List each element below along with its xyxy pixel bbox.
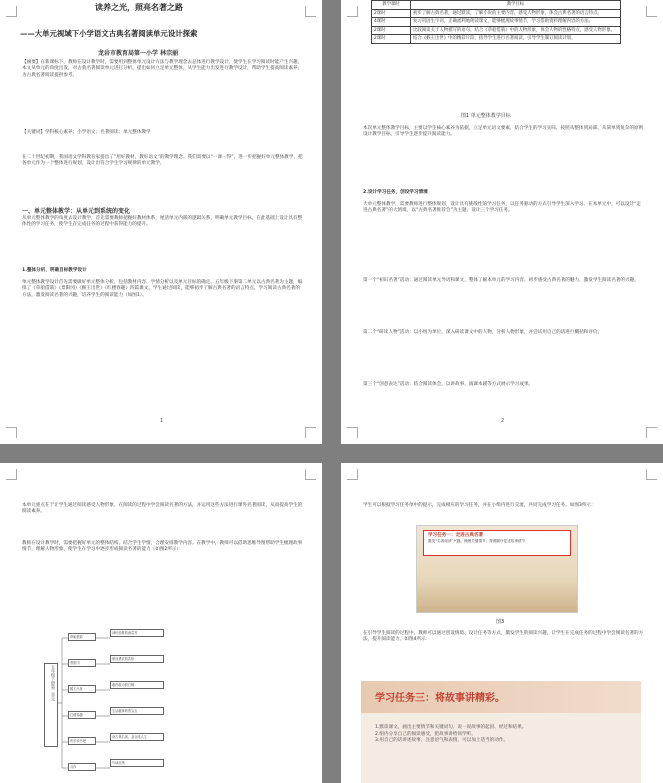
document-page-4 xyxy=(341,463,663,783)
task-three-list xyxy=(375,725,575,745)
mind-map-detail: 读古典名著，品百味人生 xyxy=(110,733,164,741)
crop-mark xyxy=(6,6,17,17)
body-paragraph: 在引导学生阅读的过程中，教师可以通过创设情境、设计任务等方式，激发学生的阅读兴趣，让学生在完成任务的过程中学会阅读名著的方法，提升阅读能力。如图4所示： xyxy=(363,631,644,643)
teaching-goals-table xyxy=(371,0,621,44)
mind-map-branch: 草船借箭 xyxy=(68,633,96,641)
crop-mark xyxy=(347,469,358,480)
crop-mark xyxy=(646,469,657,480)
crop-mark xyxy=(305,427,316,438)
body-paragraph: 大单元整体教学，需要教师进行整体规划，设计具有挑战性的学习任务，以任务驱动的方式引导学生深入学习。在本单元中，可以设计“走进古典名著”的大情境，以“古典名著推荐会”为主题，设计三个学习任务。 xyxy=(363,202,642,214)
figure-caption: 图1 单元整体教学目标 xyxy=(461,113,511,119)
crop-mark xyxy=(6,427,17,438)
table-row xyxy=(372,9,621,18)
table-header: 教学目标 xyxy=(411,1,621,10)
body-paragraph: 本单元重点在于让学生通过阅读感受人物形象，在阅读的过程中学会阅读名著的方法，并运用这些方法进行课外名著阅读，从而提高学生的阅读素养。 xyxy=(22,503,303,515)
document-subtitle: ——大单元视域下小学语文古典名著阅读单元设计探索 xyxy=(20,29,198,38)
table-cell: 2课时 xyxy=(372,35,411,44)
crop-mark xyxy=(347,427,358,438)
body-paragraph: 第二个“研读人物”活动：以小组为单位，深入研读课文中的人物，分析人物形象，并尝试用自己的话进行概括和评价。 xyxy=(363,330,603,335)
body-paragraph: 从单元整体教学的角度去设计教学，首先需要教师把握好教材体系，厘清单元内部的逻辑关系，明确单元教学目标，在此基础上设计具有整体性的学习任务，使学生在完成任务的过程中获得能力的提升。 xyxy=(22,216,303,228)
table-row xyxy=(372,26,621,35)
abstract: 【摘要】在新课标下，教师在设计教学时，需要用到整体单元设计方法与教学理念去总体进行教学设计，使学生在学习阅读时能产生兴趣。本文从单元的角度出发，对古典名著阅读单元进行分析，提出如何立足单元整体，从学生能力出发进行教学设计，帮助学生提高阅读素养，为古典名著阅读提供参考。 xyxy=(22,60,303,78)
table-header: 教学课时 xyxy=(372,1,411,10)
task-one-illustration xyxy=(416,525,578,613)
body-paragraph: 第一个“初识名著”活动：通过阅读单元导语和课文，整体了解本单元的学习内容，初步感受古典名著的魅力，激发学生阅读名著的兴趣。 xyxy=(363,278,639,283)
mind-map-detail: 敢作敢为的石猴 xyxy=(110,681,164,689)
task-three-item: 2.组内分享自己的阅读感受，把故事讲给同学听。 xyxy=(375,731,476,737)
crop-mark xyxy=(646,427,657,438)
table-row xyxy=(372,18,621,27)
task-three-item: 1.默读课文，画出主要情节和关键词句，说一说故事的起因、经过和结果。 xyxy=(375,725,527,730)
subsection-heading: 1.整体分析，明确目标教学设计 xyxy=(22,268,87,273)
page-number: 1 xyxy=(160,418,164,424)
body-paragraph: 第三个“创意表达”活动：结合阅读体会，以讲故事、演课本剧等方式展示学习成果。 xyxy=(363,382,534,387)
keywords: 【关键词】学科核心素养；小学语文；名著阅读；单元整体教学 xyxy=(22,130,151,135)
table-cell: 结合《猴王出世》中的精彩片段，指导学生进行名著阅读，引导学生制订阅读计划。 xyxy=(411,35,621,44)
body-paragraph: 学生可以根据学习任务单中的提示，完成相应的学习任务，并在小组内进行交流，共同完成学习任务。如图3所示： xyxy=(363,503,596,508)
table-cell: 2课时 xyxy=(372,9,411,18)
document-page-1 xyxy=(0,0,322,444)
table-cell: 比较阅读关于人物描写的语句，结合《草船借箭》中的人物形象，体会人物的性格特点，感受人物形象。 xyxy=(411,26,621,35)
body-paragraph: 教师在设计教学时，需要把握好单元的整体结构，结合学生学情，合理安排教学内容。在教学中，教师可以借助思维导图帮助学生梳理故事情节，理解人物形象，使学生在学习中逐步形成阅读名著的能力（如图2所示）： xyxy=(22,541,303,553)
body-paragraph: 本次单元整体教学目标，主要以学生核心素养为依据，立足单元语文要素，结合学生的学习实际，按照从整体到局部、从简单到复杂的原则设计教学目标，引导学生逐步提升阅读能力。 xyxy=(363,126,644,138)
mind-map-detail: 豪放勇武的武松 xyxy=(110,655,164,663)
figure-caption: 图3 xyxy=(496,619,505,625)
task-one-text: 激发“名著阅读”兴趣，梳理关键情节，按照顺序复述故事情节 xyxy=(428,539,526,543)
document-title: 读养之光，照亮名著之路 xyxy=(95,3,183,12)
task-three-title: 学习任务三：将故事讲精彩。 xyxy=(375,693,505,704)
table-row xyxy=(372,35,621,44)
crop-mark xyxy=(305,6,316,17)
table-cell: 4课时 xyxy=(372,18,411,27)
mind-map-detail: 神机妙算的诸葛亮 xyxy=(110,629,164,637)
table-cell: 复习巩固生字词，正确流利地朗读课文，能够梳理故事情节，学习借助资料理解内容的方法。 xyxy=(411,18,621,27)
body-paragraph: 在二十世纪初期，我国语文学科教育家提出了“用好教材，教好语文”的教学理念。我们需要以“一课一得”，进一步把握好单元整体教学，把各单元作为一个整体进行规划，设计出符合学生学习规律的单元教学。 xyxy=(22,155,303,167)
task-one-banner xyxy=(423,530,571,556)
crop-mark xyxy=(646,6,657,17)
author-line: 龙岩市教育局第一小学 林宗丽 xyxy=(98,50,179,57)
mind-map-branch: 红楼春趣 xyxy=(68,711,96,719)
document-page-2 xyxy=(341,0,663,444)
task-three-item: 3.用自己的话讲述故事，注意语气和表情，可以加上适当的动作。 xyxy=(375,738,509,743)
subsection-heading: 2.设计学习任务，创设学习情境 xyxy=(363,190,428,195)
section-heading: 一、单元整体教学：从单元到系统的变化 xyxy=(22,208,131,215)
task-one-title: 学习任务一：走进古典名著 xyxy=(428,533,484,538)
mind-map-branch: 猴王出世 xyxy=(68,685,96,693)
task-three-illustration xyxy=(361,681,641,783)
mind-map-branch: 习作 xyxy=(68,763,96,771)
crop-mark xyxy=(347,6,358,17)
body-paragraph: 单元整体教学设计首先需要做好单元整体分析，包括教材内容、学情分析以及单元目标的确定。五年级下册第二单元以古典名著为主题，编排了《草船借箭》《景阳冈》《猴王出世》《红楼春趣》四篇课文。学生通过阅读，能够初步了解古典名著的语言特点，学习阅读古典名著的方法，激发阅读名著的兴趣，培养学生的阅读能力（如图1）。 xyxy=(22,280,303,298)
table-cell: 初步了解古典名著，通过默读，了解小说的主要内容，感受人物形象，体会古典名著的语言特点。 xyxy=(411,9,621,18)
document-page-3 xyxy=(0,463,322,783)
mind-map-detail: 生活趣事的贾宝玉 xyxy=(110,707,164,715)
mind-map-detail: 写读后感 xyxy=(110,759,164,767)
page-number: 2 xyxy=(501,418,505,424)
mind-map-root: 五年级下册第二单元 xyxy=(44,663,58,747)
mind-map-branch: 景阳冈 xyxy=(68,659,96,667)
mind-map-branch: 快乐读书吧 xyxy=(68,737,96,745)
table-cell: 2课时 xyxy=(372,26,411,35)
